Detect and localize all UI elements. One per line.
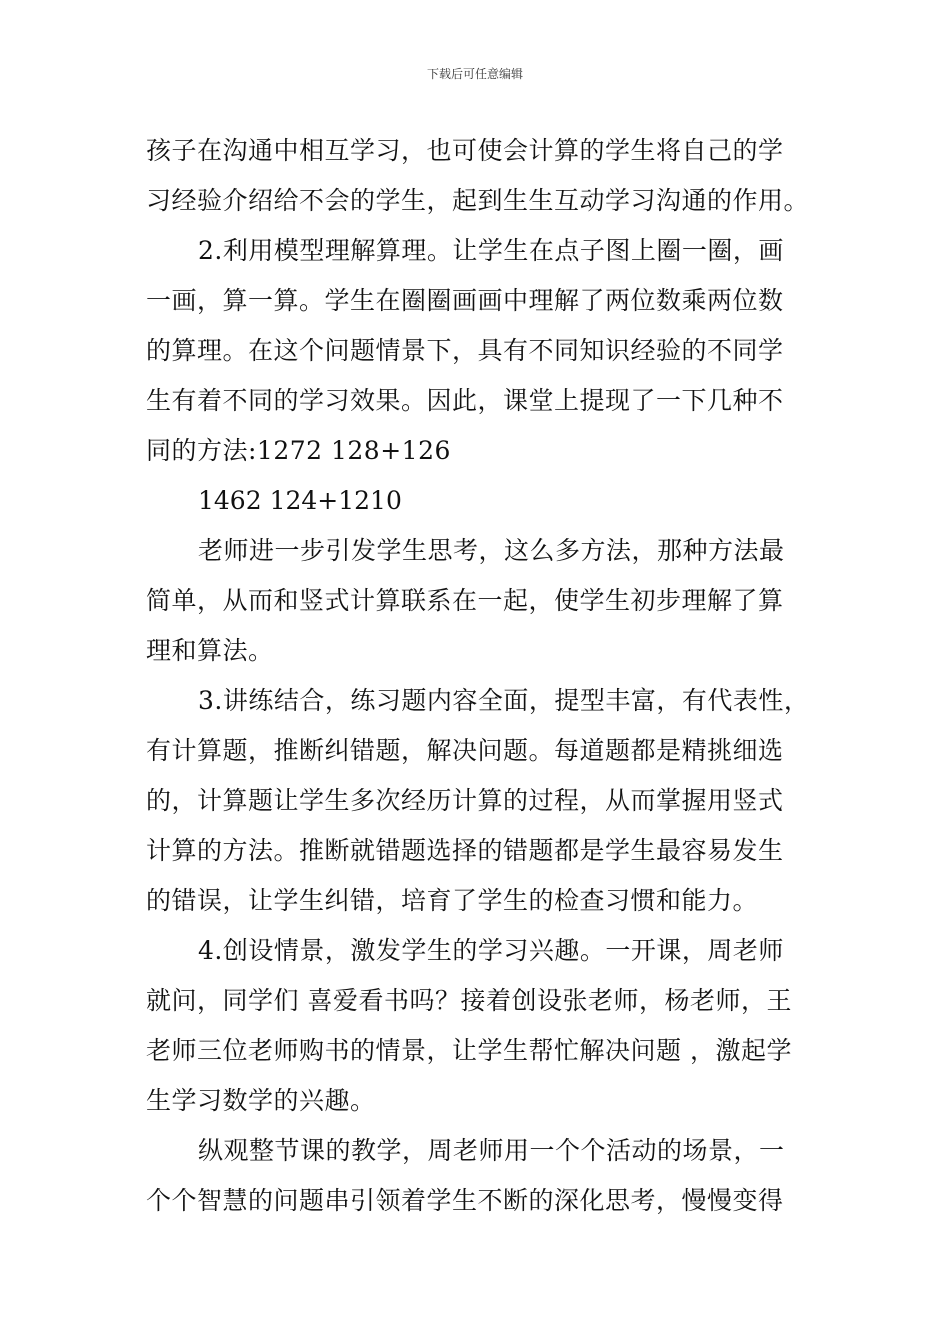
text-line: 一画，算一算。学生在圈圈画画中理解了两位数乘两位数 bbox=[146, 286, 784, 315]
text-line: 个个智慧的问题串引领着学生不断的深化思考，慢慢变得 bbox=[146, 1186, 784, 1215]
paragraph-start-line: 1462 124+1210 bbox=[198, 486, 402, 515]
document-body bbox=[146, 126, 812, 1226]
text-line: 就问，同学们 喜爱看书吗？接着创设张老师，杨老师，王 bbox=[146, 986, 792, 1015]
text-line: 的算理。在这个问题情景下，具有不同知识经验的不同学 bbox=[146, 336, 784, 365]
text-line: 的，计算题让学生多次经历计算的过程，从而掌握用竖式 bbox=[146, 786, 784, 815]
paragraph-start-line: 3.讲练结合，练习题内容全面，提型丰富，有代表性， bbox=[198, 686, 810, 715]
text-line: 老师三位老师购书的情景，让学生帮忙解决问题 ，激起学 bbox=[146, 1036, 792, 1065]
text-line: 有计算题，推断纠错题，解决问题。每道题都是精挑细选 bbox=[146, 736, 784, 765]
paragraph-start-line: 纵观整节课的教学，周老师用一个个活动的场景，一 bbox=[198, 1136, 785, 1165]
text-line: 生学习数学的兴趣。 bbox=[146, 1086, 376, 1115]
paragraph-start-line: 老师进一步引发学生思考，这么多方法，那种方法最 bbox=[198, 536, 785, 565]
paragraph-start-line: 2.利用模型理解算理。让学生在点子图上圈一圈，画 bbox=[198, 236, 784, 265]
text-line: 计算的方法。推断就错题选择的错题都是学生最容易发生 bbox=[146, 836, 784, 865]
text-line: 的错误，让学生纠错，培育了学生的检查习惯和能力。 bbox=[146, 886, 759, 915]
text-line: 孩子在沟通中相互学习，也可使会计算的学生将自己的学 bbox=[146, 136, 784, 165]
text-line: 习经验介绍给不会的学生，起到生生互动学习沟通的作用。 bbox=[146, 186, 810, 215]
text-line: 同的方法:1272 128+126 bbox=[146, 436, 451, 465]
text-line: 简单，从而和竖式计算联系在一起，使学生初步理解了算 bbox=[146, 586, 784, 615]
page-header: 下载后可任意编辑 bbox=[426, 67, 523, 81]
paragraph-start-line: 4.创设情景，激发学生的学习兴趣。一开课，周老师 bbox=[198, 936, 784, 965]
text-line: 生有着不同的学习效果。因此，课堂上提现了一下几种不 bbox=[146, 386, 784, 415]
text-line: 理和算法。 bbox=[146, 636, 274, 665]
